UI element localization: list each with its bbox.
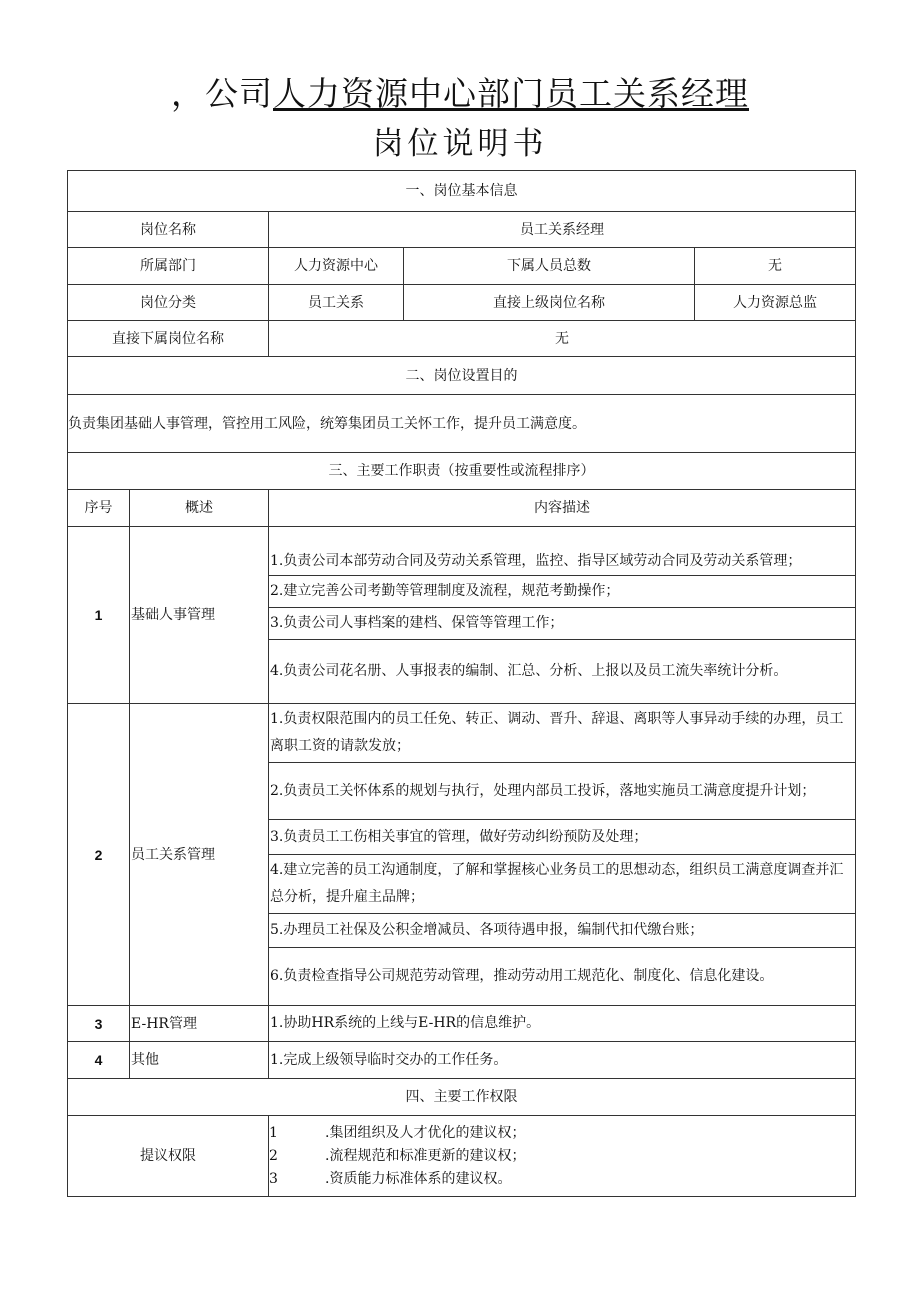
duty-group-no: 4	[68, 1042, 130, 1079]
document-subtitle: 岗位说明书	[372, 126, 548, 162]
department-label: 所属部门	[68, 248, 269, 285]
duty-item: 1.负责公司本部劳动合同及劳动关系管理，监控、指导区域劳动合同及劳动关系管理；	[269, 527, 856, 576]
authority-item: 3 .资质能力标准体系的建议权。	[269, 1170, 512, 1187]
category-value: 员工关系	[269, 285, 404, 321]
proposal-authority-list	[269, 1116, 856, 1197]
document-title	[0, 72, 920, 116]
subordinates-count-label: 下属人员总数	[404, 248, 695, 285]
duty-item: 2.负责员工关怀体系的规划与执行，处理内部员工投诉，落地实施员工满意度提升计划；	[269, 763, 856, 820]
duty-group-no: 3	[68, 1006, 130, 1042]
duty-item: 1.负责权限范围内的员工任免、转正、调动、晋升、辞退、离职等人事异动手续的办理，员工离职工资的请款发放；	[269, 704, 856, 763]
duty-item: 2.建立完善公司考勤等管理制度及流程，规范考勤操作；	[269, 576, 856, 608]
job-description-table	[67, 170, 856, 1197]
section-authority-title: 四、主要工作权限	[68, 1079, 856, 1116]
department-value: 人力资源中心	[269, 248, 404, 285]
direct-sub-label: 直接下属岗位名称	[68, 321, 269, 357]
duty-item: 4.负责公司花名册、人事报表的编制、汇总、分析、上报以及员工流失率统计分析。	[269, 640, 856, 704]
duty-item: 5.办理员工社保及公积金增减员、各项待遇申报，编制代扣代缴台账；	[269, 914, 856, 948]
duty-item: 3.负责员工工伤相关事宜的管理，做好劳动纠纷预防及处理；	[269, 820, 856, 855]
duty-item: 4.建立完善的员工沟通制度，了解和掌握核心业务员工的思想动态，组织员工满意度调查并汇总分析，提升雇主品牌；	[269, 855, 856, 914]
authority-item: 1 .集团组织及人才优化的建议权；	[269, 1124, 526, 1141]
duty-group-summary: E-HR管理	[130, 1006, 269, 1042]
duty-item: 1.完成上级领导临时交办的工作任务。	[269, 1042, 856, 1079]
duty-group-no: 1	[68, 527, 130, 704]
duty-group-no: 2	[68, 704, 130, 1006]
duty-group-summary: 员工关系管理	[130, 704, 269, 1006]
section-basic-title: 一、岗位基本信息	[68, 171, 856, 212]
authority-item: 2 .流程规范和标准更新的建议权；	[269, 1147, 526, 1164]
title-underlined: 人力资源中心部门员工关系经理	[273, 74, 749, 113]
col-header-summary: 概述	[130, 490, 269, 527]
title-prefix: ，公司	[171, 74, 273, 113]
duty-item: 3.负责公司人事档案的建档、保管等管理工作；	[269, 608, 856, 640]
category-label: 岗位分类	[68, 285, 269, 321]
proposal-authority-label: 提议权限	[68, 1116, 269, 1197]
col-header-desc: 内容描述	[269, 490, 856, 527]
section-duties-title: 三、主要工作职责（按重要性或流程排序）	[68, 453, 856, 490]
col-header-no: 序号	[68, 490, 130, 527]
section-purpose-title: 二、岗位设置目的	[68, 357, 856, 395]
direct-sub-value: 无	[269, 321, 856, 357]
subordinates-count-value: 无	[695, 248, 856, 285]
purpose-text: 负责集团基础人事管理，管控用工风险，统筹集团员工关怀工作，提升员工满意度。	[68, 395, 856, 453]
position-name-value: 员工关系经理	[269, 212, 856, 248]
position-name-label: 岗位名称	[68, 212, 269, 248]
duty-item: 6.负责检查指导公司规范劳动管理，推动劳动用工规范化、制度化、信息化建设。	[269, 948, 856, 1006]
duty-item: 1.协助HR系统的上线与E-HR的信息维护。	[269, 1006, 856, 1042]
duty-group-summary: 基础人事管理	[130, 527, 269, 704]
superior-label: 直接上级岗位名称	[404, 285, 695, 321]
superior-value: 人力资源总监	[695, 285, 856, 321]
duty-group-summary: 其他	[130, 1042, 269, 1079]
